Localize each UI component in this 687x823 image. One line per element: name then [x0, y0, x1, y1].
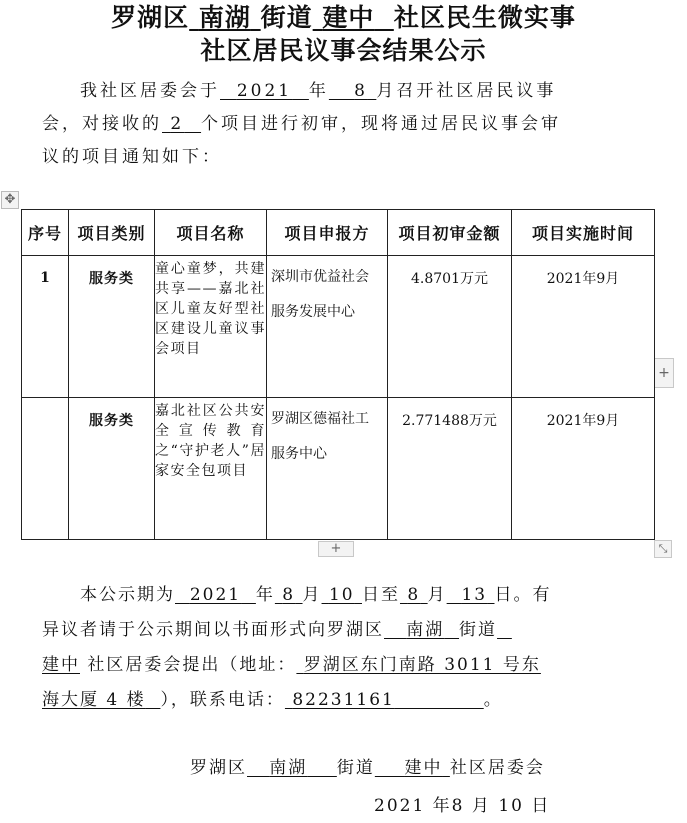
notice-line2: 异议者请于公示期间以书面形式向罗湖区 南湖 街道 — [42, 620, 498, 640]
notice-line3: 建中 社区居委会提出（地址： 罗湖区东门南路 3011 号东 — [42, 655, 541, 675]
table-move-handle-icon[interactable]: ✥ — [1, 191, 19, 209]
header-type: 项目类别 — [69, 210, 155, 256]
table-header-row — [22, 210, 655, 256]
signature-date: 2021 年8 月 10 日 — [374, 796, 551, 816]
title-community: 建中 — [322, 3, 375, 32]
header-amount: 项目初审金额 — [388, 210, 512, 256]
notice-paragraph — [42, 578, 602, 718]
notice-line4: 海大厦 4 楼 ），联系电话： 82231161 。 — [42, 690, 503, 710]
intro-count: 2 — [170, 114, 185, 134]
table-row — [22, 398, 655, 540]
title-street: 南湖 — [198, 3, 251, 32]
notice-line1: 本公示期为 2021 年 8 月 10 日至 8 月 13 日。有 — [80, 585, 552, 605]
signature-org: 罗湖区 南湖 街道 建中 社区居委会 — [190, 758, 545, 778]
title-line1-suffix: 社区民生微实事 — [393, 3, 576, 32]
intro-paragraph — [42, 75, 602, 174]
title-district: 罗湖区 — [111, 3, 190, 32]
cell-time: 2021年9月 — [512, 256, 655, 398]
intro-line1: 我社区居委会于 2021 年 8 月召开社区居民议事 — [80, 81, 557, 101]
intro-line3: 议的项目通知如下： — [42, 147, 222, 167]
notice-title-line1 — [0, 3, 687, 33]
header-name: 项目名称 — [155, 210, 267, 256]
cell-type: 服务类 — [69, 256, 155, 398]
title-street-suffix: 街道 — [260, 3, 313, 32]
add-column-button[interactable]: + — [654, 358, 674, 388]
cell-applicant: 深圳市优益社会 服务发展中心 — [267, 256, 388, 398]
intro-line2: 会，对接收的 2 个项目进行初审，现将通过居民议事会审 — [42, 114, 562, 134]
cell-amount: 4.8701万元 — [388, 256, 512, 398]
project-table — [21, 209, 655, 540]
cell-name: 嘉北社区公共安全宣传教育之“守护老人”居家安全包项目 — [155, 398, 267, 540]
add-row-button[interactable]: + — [318, 541, 354, 557]
header-no: 序号 — [22, 210, 69, 256]
cell-amount: 2.771488万元 — [388, 398, 512, 540]
header-applicant: 项目申报方 — [267, 210, 388, 256]
cell-applicant: 罗湖区德福社工 服务中心 — [267, 398, 388, 540]
cell-time: 2021年9月 — [512, 398, 655, 540]
table-row — [22, 256, 655, 398]
cell-name: 童心童梦，共建共享——嘉北社区儿童友好型社区建设儿童议事会项目 — [155, 256, 267, 398]
header-time: 项目实施时间 — [512, 210, 655, 256]
cell-no: 1 — [22, 256, 69, 398]
cell-no — [22, 398, 69, 540]
intro-month: 8 — [354, 81, 368, 101]
intro-year: 2021 — [236, 81, 293, 101]
cell-type: 服务类 — [69, 398, 155, 540]
notice-title-line2: 社区居民议事会结果公示 — [200, 36, 487, 65]
table-resize-handle-icon[interactable]: ⤡ — [654, 540, 672, 558]
